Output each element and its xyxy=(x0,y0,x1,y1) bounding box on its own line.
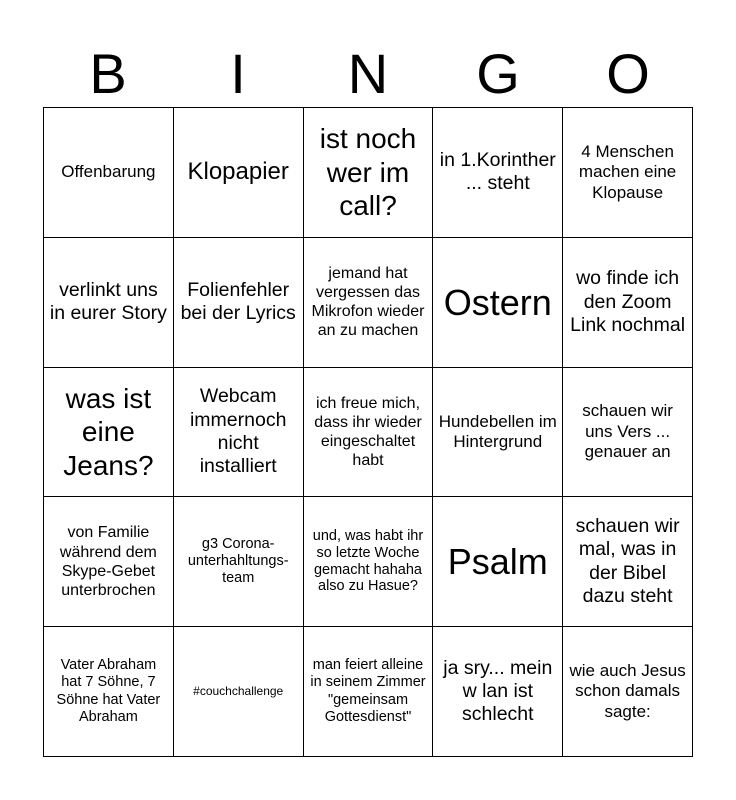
bingo-cell[interactable] xyxy=(563,497,693,627)
bingo-cell[interactable] xyxy=(304,627,434,757)
title-letter-n: N xyxy=(347,42,389,105)
bingo-cell[interactable] xyxy=(304,497,434,627)
cell-text: ist noch wer im call? xyxy=(319,123,417,222)
bingo-cell[interactable] xyxy=(174,627,304,757)
cell-text: Psalm xyxy=(447,541,548,583)
cell-text: und, was habt ihr so letzte Woche gemacht hahaha also zu Hasue? xyxy=(312,528,424,595)
bingo-board xyxy=(43,107,693,757)
bingo-cell[interactable] xyxy=(433,108,563,238)
bingo-cell[interactable] xyxy=(304,238,434,368)
cell-text: 4 Menschen machen eine Klopause xyxy=(578,141,677,202)
title-letter-g: G xyxy=(476,42,520,105)
cell-text: Vater Abraham hat 7 Söhne, 7 Söhne hat Vater Abraham xyxy=(56,656,161,725)
bingo-cell[interactable] xyxy=(174,238,304,368)
cell-text: Webcam immernoch nicht installiert xyxy=(189,385,287,478)
cell-text: Klopapier xyxy=(187,158,289,185)
title-letter-i: I xyxy=(230,42,246,105)
bingo-cell[interactable] xyxy=(563,627,693,757)
bingo-cell[interactable] xyxy=(174,368,304,498)
bingo-cell[interactable] xyxy=(433,497,563,627)
bingo-cell[interactable] xyxy=(304,368,434,498)
cell-text: schauen wir uns Vers ... genauer an xyxy=(582,401,673,462)
cell-text: man feiert alleine in seinem Zimmer "gemeinsam Gottesdienst" xyxy=(310,656,426,725)
cell-text: verlinkt uns in eurer Story xyxy=(49,278,167,325)
bingo-cell[interactable] xyxy=(563,108,693,238)
cell-text: ja sry... mein w lan ist schlecht xyxy=(443,656,553,726)
cell-text: jemand hat vergessen das Mikrofon wieder an zu machen xyxy=(311,264,425,340)
bingo-cell[interactable] xyxy=(174,108,304,238)
bingo-title xyxy=(43,44,693,104)
bingo-cell[interactable] xyxy=(44,238,174,368)
cell-text: wie auch Jesus schon damals sagte: xyxy=(569,661,686,721)
title-letter-b: B xyxy=(89,42,127,105)
bingo-cell[interactable] xyxy=(433,238,563,368)
cell-text: #couchchallenge xyxy=(193,684,284,699)
cell-text: ich freue mich, dass ihr wieder eingeschaltet habt xyxy=(314,394,422,470)
cell-text: schauen wir mal, was in der Bibel dazu steht xyxy=(575,515,680,608)
cell-text: g3 Corona-unterhahltungs-team xyxy=(187,535,289,587)
cell-text: wo finde ich den Zoom Link nochmal xyxy=(570,267,686,336)
bingo-cell[interactable] xyxy=(44,497,174,627)
cell-text: Folienfehler bei der Lyrics xyxy=(180,278,296,325)
cell-text: was ist eine Jeans? xyxy=(63,382,154,481)
bingo-cell[interactable] xyxy=(174,497,304,627)
bingo-cell[interactable] xyxy=(44,108,174,238)
bingo-cell[interactable] xyxy=(304,108,434,238)
bingo-cell[interactable] xyxy=(433,627,563,757)
title-letter-o: O xyxy=(606,42,650,105)
bingo-cell[interactable] xyxy=(563,368,693,498)
bingo-cell[interactable] xyxy=(433,368,563,498)
bingo-cell[interactable] xyxy=(44,627,174,757)
bingo-cell[interactable] xyxy=(563,238,693,368)
cell-text: Hundebellen im Hintergrund xyxy=(438,411,557,451)
cell-text: von Familie während dem Skype-Gebet unterbrochen xyxy=(59,524,157,599)
cell-text: Ostern xyxy=(443,281,552,323)
cell-text: Offenbarung xyxy=(61,162,156,182)
cell-text: in 1.Korinther ... steht xyxy=(439,149,556,195)
bingo-cell[interactable] xyxy=(44,368,174,498)
